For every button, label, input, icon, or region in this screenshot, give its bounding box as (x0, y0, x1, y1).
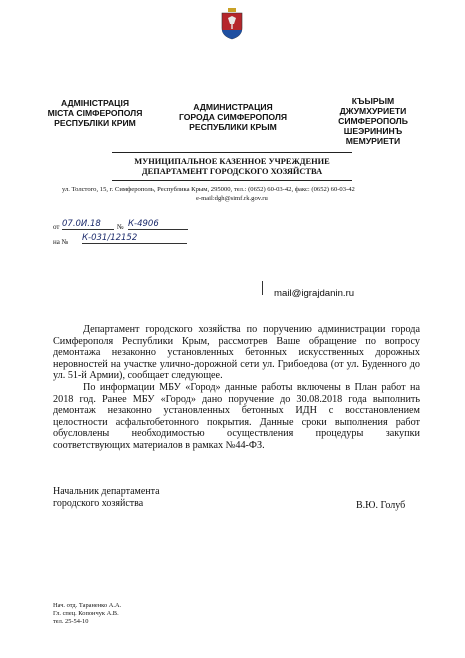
institution-name (112, 157, 352, 177)
letterhead-tatar-line: СИМФЕРОПОЛЬ (338, 116, 408, 126)
letterhead-ukrainian-line: МІСТА СІМФЕРОПОЛЯ (47, 108, 143, 118)
institution-bottom-rule (112, 180, 352, 181)
recipient-email: mail@igrajdanin.ru (274, 288, 355, 299)
crimea-coat-of-arms-icon (219, 8, 245, 40)
letterhead-tatar-line: ДЖУМХУРИЕТИ (339, 106, 407, 116)
letterhead-ukrainian-line: РЕСПУБЛІКИ КРИМ (54, 118, 136, 128)
reg-to-number: К-031/12152 (82, 233, 187, 244)
reg-from-number: К-4906 (128, 219, 188, 230)
institution-line2: ДЕПАРТАМЕНТ ГОРОДСКОГО ХОЗЯЙСТВА (141, 167, 323, 176)
institution-top-rule (112, 152, 352, 153)
recipient-bracket (262, 281, 263, 295)
letterhead-tatar-line: МЕМУРИЕТИ (345, 136, 401, 146)
executor-line2: Гл. спец. Копончук А.В. (53, 610, 119, 617)
executor-info (53, 602, 121, 626)
executor-line1: Нач. отд. Тараненко А.А. (53, 602, 122, 609)
reg-number-sign: № (117, 223, 124, 231)
signatory-title-line1: Начальник департамента (53, 486, 160, 497)
body-paragraph-2: По информации МБУ «Город» данные работы включены в План работ на 2018 год. Ранее МБУ «Город» дано поручение до 30.08.2018 года выполнить демонтаж незаконно установленных бетонных ИДН с восстановлением целостности асфальтобетонного покрытия. Данные сроки выполнения работ обусловлены необходимостью осуществления процедуры закупки соответствующих материалов в рамках №44-ФЗ. (53, 382, 420, 451)
institution-line1: МУНИЦИПАЛЬНОЕ КАЗЕННОЕ УЧРЕЖДЕНИЕ (134, 157, 330, 166)
address-line: ул. Толстого, 15, г. Симферополь, Республика Крым, 295000, тел.: (0652) 60-03-42, факс: (0652) 60-03-42 (62, 186, 355, 193)
letterhead-russian (176, 102, 290, 132)
signatory-title-line2: городского хозяйства (53, 498, 144, 509)
letterhead-tatar-line: КЪЫРЫМ (351, 96, 395, 106)
letterhead-russian-line: РЕСПУБЛИКИ КРЫМ (189, 122, 277, 132)
reg-from-date: 07.0И.18 (62, 219, 114, 230)
signatory-name: В.Ю. Голуб (356, 500, 406, 511)
letterhead-ukrainian-line: АДМІНІСТРАЦІЯ (60, 98, 130, 108)
letterhead-crimean-tatar (318, 96, 428, 146)
letterhead-russian-line: АДМИНИСТРАЦИЯ (193, 102, 273, 112)
letterhead-tatar-line: ШЕЭРИНИНЪ (343, 126, 403, 136)
letterhead-russian-line: ГОРОДА СИМФЕРОПОЛЯ (178, 112, 288, 122)
email-line: e-mail:dgh@simf.rk.gov.ru (196, 195, 268, 202)
body-paragraph-1: Департамент городского хозяйства по поручению администрации города Симферополя Республики Крым, рассмотрев Ваше обращение по вопросу демонтажа незаконно установленных бетонных искусственных дорожных неровностей на участке улично-дорожной сети ул. Грибоедова (от ул. Буденного до ул. 51-й Армии), сообщает следующее. (53, 324, 420, 382)
reg-from-prefix: от (53, 223, 60, 231)
executor-phone: тел. 25-54-10 (53, 618, 89, 625)
signatory-title (53, 486, 160, 510)
letterhead-ukrainian (40, 98, 150, 128)
reg-to-prefix: на № (53, 238, 69, 246)
